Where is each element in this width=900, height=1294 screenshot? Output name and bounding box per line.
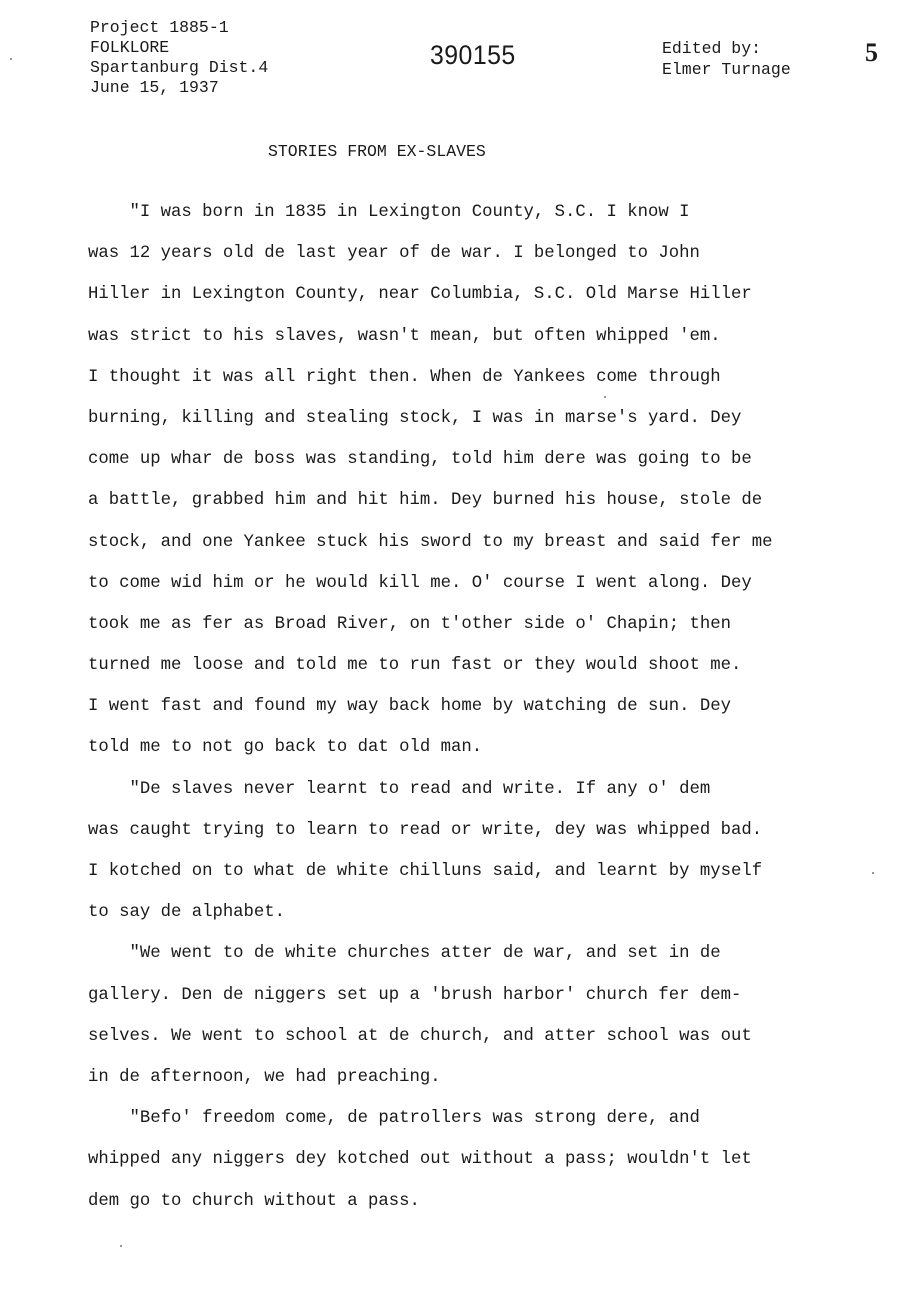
page-title: STORIES FROM EX-SLAVES — [268, 142, 486, 161]
body-line: was 12 years old de last year of de war. I belonged to John — [88, 244, 700, 264]
body-line: was caught trying to learn to read or write, dey was whipped bad. — [88, 820, 763, 840]
body-line: was strict to his slaves, wasn't mean, but often whipped 'em. — [88, 326, 721, 346]
date-line: June 15, 1937 — [90, 78, 219, 97]
district-line: Spartanburg Dist.4 — [90, 58, 269, 77]
scan-speck — [604, 396, 606, 398]
header-block — [90, 18, 268, 98]
body-line: come up whar de boss was standing, told him dere was going to be — [88, 450, 752, 470]
editor-block — [662, 38, 791, 80]
body-line: whipped any niggers dey kotched out without a pass; wouldn't let — [88, 1150, 752, 1170]
scan-speck — [872, 872, 874, 874]
body-line: I thought it was all right then. When de Yankees come through — [88, 367, 721, 387]
body-line: "Befo' freedom come, de patrollers was strong dere, and — [88, 1109, 700, 1129]
project-line: Project 1885-1 — [90, 18, 229, 37]
body-line: burning, killing and stealing stock, I was in marse's yard. Dey — [88, 408, 742, 428]
page-number: 5 — [865, 38, 878, 67]
body-line: a battle, grabbed him and hit him. Dey burned his house, stole de — [88, 491, 763, 511]
editor-name: Elmer Turnage — [662, 60, 791, 79]
scan-speck — [10, 58, 12, 60]
edited-by-label: Edited by: — [662, 39, 762, 58]
body-line: I kotched on to what de white chilluns said, and learnt by myself — [88, 862, 763, 881]
body-line: stock, and one Yankee stuck his sword to my breast and said fer me — [88, 532, 773, 552]
body-line: "De slaves never learnt to read and write. If any o' dem — [88, 779, 711, 799]
scan-speck — [120, 1245, 122, 1247]
body-line: I went fast and found my way back home by watching de sun. Dey — [88, 697, 731, 717]
body-line: to say de alphabet. — [88, 903, 286, 923]
body-line: took me as fer as Broad River, on t'other side o' Chapin; then — [88, 614, 731, 634]
body-line: Hiller in Lexington County, near Columbia, S.C. Old Marse Hiller — [88, 285, 752, 305]
body-line: dem go to church without a pass. — [88, 1191, 420, 1211]
category-line: FOLKLORE — [90, 38, 170, 57]
body-line: to come wid him or he would kill me. O' course I went along. Dey — [88, 573, 752, 593]
body-line: told me to not go back to dat old man. — [88, 738, 483, 758]
body-line: turned me loose and told me to run fast or they would shoot me. — [88, 656, 742, 676]
body-text — [88, 201, 888, 1231]
body-line: "I was born in 1835 in Lexington County, S.C. I know I — [88, 203, 690, 222]
body-line: gallery. Den de niggers set up a 'brush harbor' church fer dem- — [88, 985, 742, 1005]
document-number: 390155 — [430, 40, 516, 70]
body-line: selves. We went to school at de church, and atter school was out — [88, 1026, 752, 1046]
body-line: "We went to de white churches atter de war, and set in de — [88, 944, 721, 964]
body-line: in de afternoon, we had preaching. — [88, 1067, 441, 1087]
